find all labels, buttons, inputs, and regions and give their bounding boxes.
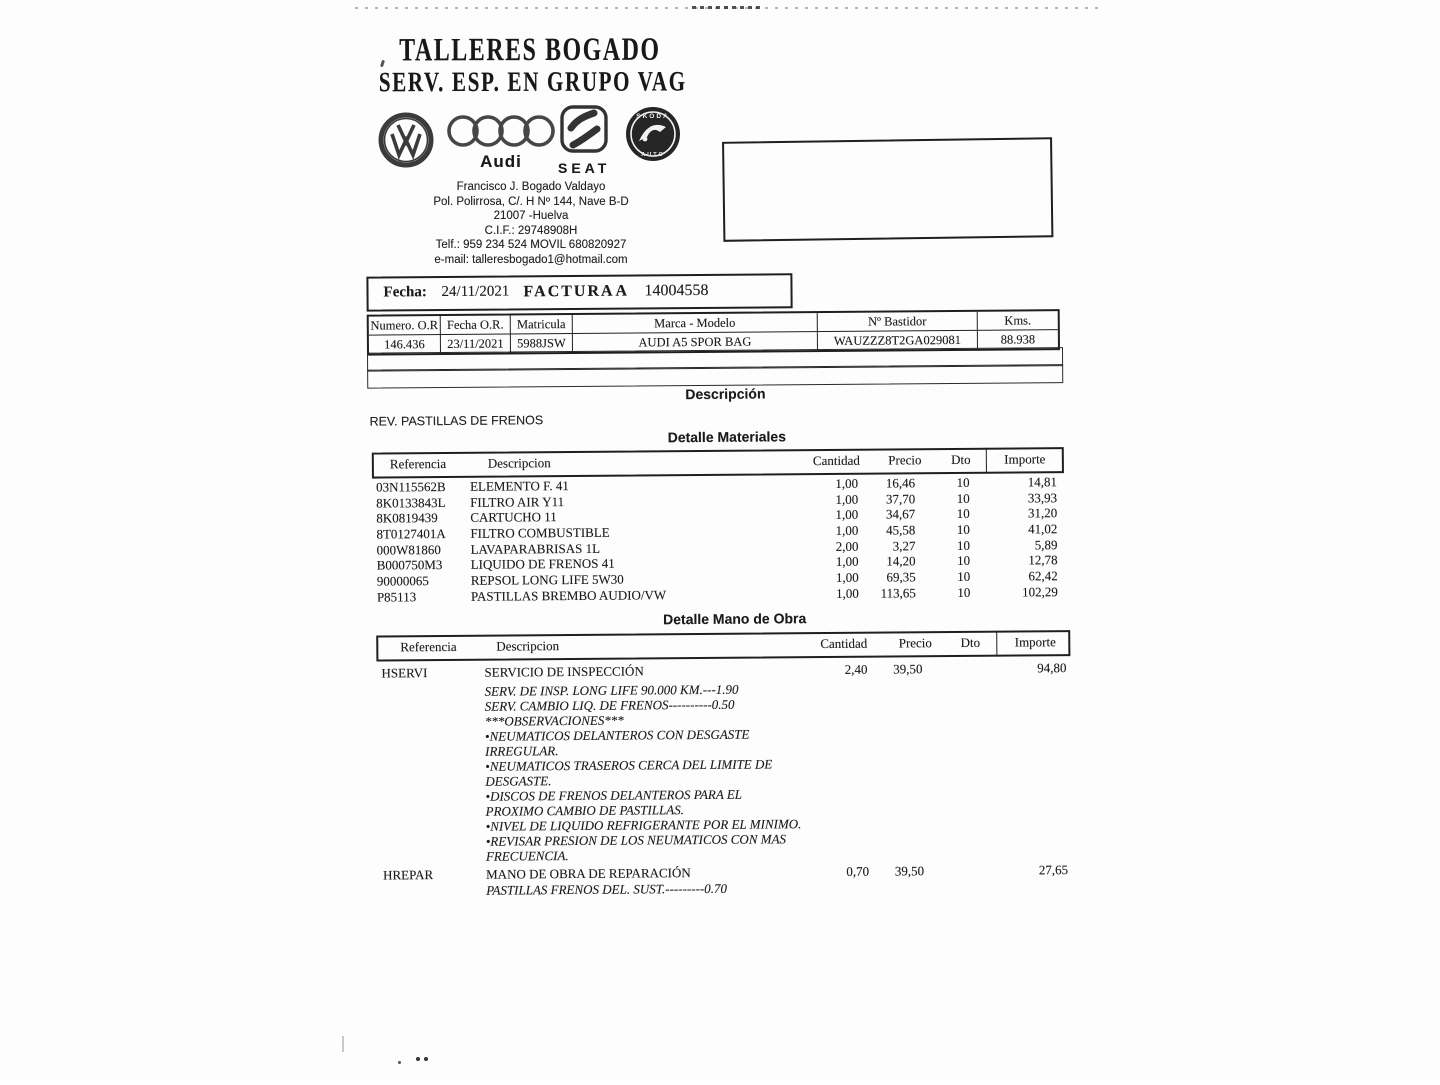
material-price: 3,27 (892, 538, 916, 554)
labor-note: •NIVEL DE LIQUIDO REFRIGERANTE POR EL MINIMO. (485, 816, 802, 834)
header-matricula: Matricula (511, 315, 573, 333)
materials-rows (372, 474, 1061, 605)
labor-note: •DISCOS DE FRENOS DELANTEROS PARA EL (485, 786, 743, 804)
invoice-header-bar (366, 273, 792, 311)
material-qty: 1,00 (835, 522, 859, 538)
material-price: 69,35 (886, 569, 916, 585)
col-dto: Dto (951, 451, 971, 468)
col-referencia: Referencia (400, 638, 457, 655)
material-amount: 33,93 (1027, 489, 1058, 506)
material-ref: 000W81860 (376, 541, 441, 558)
material-ref: 90000065 (376, 573, 429, 589)
labor-qty: 2,40 (844, 661, 868, 677)
col-cantidad: Cantidad (812, 452, 860, 469)
workshop-name: TALLERES BOGADO (399, 31, 661, 69)
material-discount: 10 (957, 569, 971, 585)
customer-box (722, 137, 1053, 242)
labor-note: •REVISAR PRESION DE LOS NEUMATICOS CON MAS (485, 831, 787, 849)
labor-note: PASTILLAS FRENOS DEL. SUST.---------0.70 (486, 880, 728, 898)
header-fecha-or: Fecha O.R. (441, 315, 511, 334)
material-ref: P85113 (376, 589, 417, 605)
descripcion-title: Descripción (685, 385, 766, 403)
material-ref: 03N115562B (375, 478, 446, 495)
labor-note: ***OBSERVACIONES*** (484, 712, 624, 729)
material-discount: 10 (956, 490, 970, 506)
material-desc: FILTRO AIR Y11 (470, 493, 565, 510)
labor-ref: HREPAR (383, 867, 434, 883)
col-precio: Precio (898, 635, 932, 651)
materials-table-header (372, 447, 1064, 478)
material-discount: 10 (956, 506, 970, 522)
material-price: 37,70 (885, 490, 916, 507)
header-kms: Kms. (1004, 313, 1032, 328)
material-qty: 1,00 (835, 491, 859, 507)
factura-number: 14004558 (644, 281, 709, 300)
material-qty: 1,00 (835, 554, 859, 570)
company-cif: C.I.F.: 29748908H (484, 224, 578, 237)
material-discount: 10 (957, 553, 971, 569)
material-amount: 31,20 (1027, 505, 1058, 521)
material-discount: 10 (956, 474, 970, 490)
material-amount: 62,42 (1028, 568, 1058, 584)
material-ref: 8K0133843L (376, 494, 446, 511)
material-qty: 1,00 (835, 569, 859, 586)
labor-desc: MANO DE OBRA DE REPARACIÓN (486, 865, 691, 882)
skoda-wordmark: SKODA (636, 113, 670, 120)
material-amount: 41,02 (1028, 521, 1058, 537)
labor-note: SERV. DE INSP. LONG LIFE 90.000 KM.---1.90 (484, 681, 739, 699)
workshop-subtitle: SERV. ESP. EN GRUPO VAG (378, 66, 687, 98)
audi-wordmark: Audi (480, 152, 522, 171)
factura-series: A (615, 282, 628, 300)
marca-modelo-value: AUDI A5 SPOR BAG (573, 332, 818, 352)
material-discount: 10 (956, 521, 970, 538)
material-qty: 2,00 (835, 538, 859, 554)
kms-value: 88.938 (1000, 332, 1036, 347)
labor-note: FRECUENCIA. (485, 848, 569, 864)
col-descripcion: Descripcion (496, 638, 560, 654)
labor-amount: 27,65 (1038, 862, 1069, 878)
company-email: e-mail: talleresbogado1@hotmail.com (434, 253, 628, 266)
material-desc: PASTILLAS BREMBO AUDIO/VW (470, 587, 667, 604)
material-desc: FILTRO COMBUSTIBLE (470, 524, 610, 541)
material-amount: 14,81 (1027, 474, 1058, 490)
col-referencia: Referencia (389, 455, 447, 472)
skoda-sub-wordmark: AUTO (641, 152, 665, 158)
material-qty: 1,00 (836, 585, 859, 601)
col-importe: Importe (1014, 634, 1056, 650)
material-qty: 1,00 (835, 475, 859, 491)
fecha-value: 24/11/2021 (441, 283, 510, 301)
company-phone: Telf.: 959 234 524 MOVIL 680820927 (435, 239, 627, 252)
labor-rows (376, 660, 1068, 898)
material-price: 34,67 (885, 506, 916, 522)
material-desc: CARTUCHO 11 (470, 509, 557, 526)
col-descripcion: Descripcion (487, 455, 551, 471)
labor-table-header (376, 630, 1070, 661)
material-discount: 10 (956, 537, 971, 553)
labor-note: DESGASTE. (485, 773, 552, 789)
materials-title: Detalle Materiales (667, 428, 787, 446)
labor-desc: SERVICIO DE INSPECCIÓN (484, 663, 644, 680)
material-desc: ELEMENTO F. 41 (469, 478, 569, 494)
company-owner: Francisco J. Bogado Valdayo (456, 181, 606, 193)
seat-wordmark: SEAT (558, 160, 611, 176)
col-cantidad: Cantidad (820, 635, 868, 652)
material-ref: 8K0819439 (376, 510, 438, 526)
material-ref: B000750M3 (376, 557, 443, 573)
labor-title: Detalle Mano de Obra (663, 610, 807, 628)
material-desc: LAVAPARABRISAS 1L (470, 540, 601, 557)
labor-note: PROXIMO CAMBIO DE PASTILLAS. (485, 802, 685, 819)
material-price: 113,65 (880, 585, 916, 601)
factura-label: FACTURA (523, 282, 615, 301)
material-desc: REPSOL LONG LIFE 5W30 (470, 571, 624, 588)
labor-note: SERV. CAMBIO LIQ. DE FRENOS----------0.50 (484, 696, 735, 714)
empty-form-band (367, 364, 1063, 388)
labor-price: 39,50 (894, 863, 925, 879)
column-divider (986, 448, 987, 474)
material-amount: 12,78 (1028, 552, 1058, 568)
labor-qty: 0,70 (846, 863, 870, 879)
material-desc: LIQUIDO DE FRENOS 41 (470, 556, 615, 573)
labor-note: IRREGULAR. (485, 743, 559, 759)
fecha-or-value: 23/11/2021 (441, 334, 511, 353)
fecha-label: Fecha: (383, 284, 427, 301)
company-street: Pol. Polirrosa, C/. H Nº 144, Nave B-D (433, 195, 629, 208)
material-price: 45,58 (886, 522, 916, 538)
material-ref: 8T0127401A (376, 526, 446, 542)
col-precio: Precio (888, 452, 922, 468)
material-qty: 1,00 (835, 507, 859, 523)
column-divider (996, 631, 997, 657)
material-price: 16,46 (885, 475, 916, 491)
labor-price: 39,50 (893, 661, 923, 677)
labor-ref: HSERVI (381, 665, 428, 681)
header-bastidor: Nº Bastidor (818, 312, 978, 331)
material-amount: 102,29 (1022, 584, 1058, 600)
material-price: 14,20 (886, 553, 916, 569)
labor-note: •NEUMATICOS TRASEROS CERCA DEL LIMITE DE (485, 756, 773, 774)
material-discount: 10 (957, 584, 971, 600)
header-marca-modelo: Marca - Modelo (573, 313, 818, 333)
company-city: 21007 -Huelva (493, 210, 569, 223)
material-amount: 5,89 (1034, 536, 1058, 553)
descripcion-text: REV. PASTILLAS DE FRENOS (369, 413, 544, 429)
matricula-value: 5988JSW (511, 334, 573, 352)
labor-note: •NEUMATICOS DELANTEROS CON DESGASTE (484, 726, 750, 744)
bastidor-value: WAUZZZ8T2GA029081 (818, 331, 978, 350)
col-dto: Dto (960, 634, 981, 650)
labor-amount: 94,80 (1037, 660, 1067, 676)
header-numero-or: Numero. O.R (369, 316, 441, 335)
numero-or-value: 146.436 (369, 335, 441, 354)
col-importe: Importe (1004, 451, 1046, 467)
